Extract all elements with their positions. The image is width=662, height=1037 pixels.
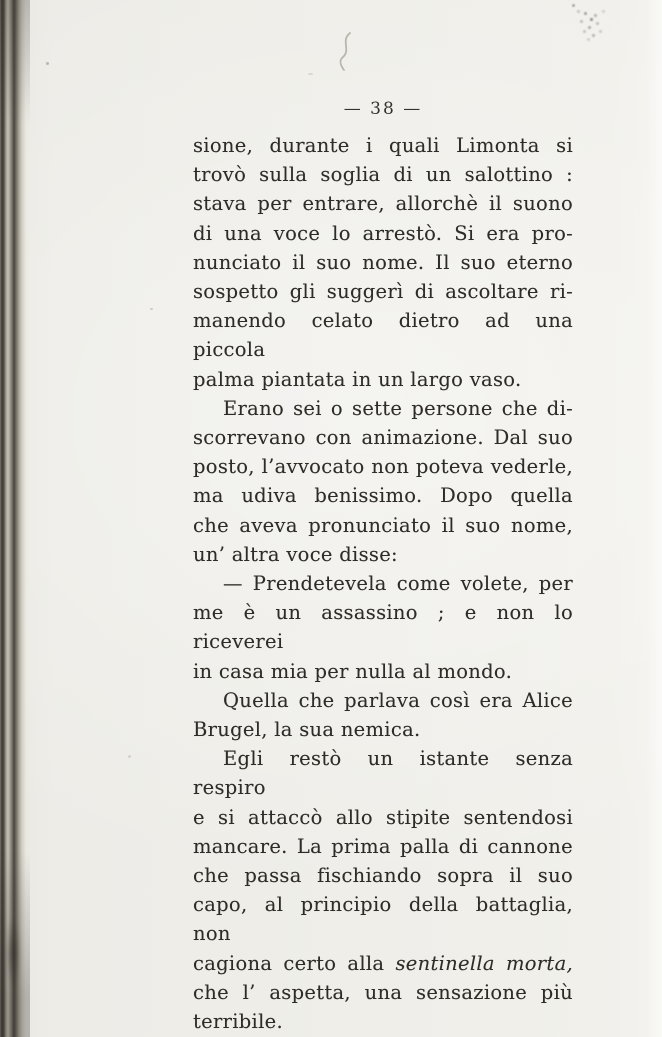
text-line: Egli restò un istante senza respiro — [193, 747, 573, 800]
text-line: in casa mia per nulla al mondo. — [193, 659, 513, 683]
page-number: — 38 — — [343, 99, 423, 119]
text-line: stava per entrare, allorchè il suono — [193, 192, 573, 216]
text-line: cagiona certo alla sentinella morta, — [193, 951, 573, 975]
text-line: sione, durante i quali Limonta si — [193, 134, 573, 157]
text-line: terribile. — [193, 1010, 283, 1034]
text-line: e si attaccò allo stipite sentendosi — [193, 805, 573, 829]
text-line: ma udiva benissimo. Dopo quella — [193, 484, 573, 508]
text-line: che l’ aspetta, una sensazione più — [193, 980, 573, 1004]
text-line: Erano sei o sette persone che di- — [223, 396, 573, 420]
text-line: posto, l’avvocato non poteva vederle, — [193, 455, 573, 479]
spine-dark-blotch — [6, 918, 20, 988]
text-line: manendo celato dietro ad una piccola — [193, 309, 573, 362]
text-line: che aveva pronunciato il suo nome, — [193, 513, 573, 537]
paper-speck — [128, 755, 131, 758]
text-line: scorrevano con animazione. Dal suo — [193, 426, 573, 450]
text-line: Brugel, la sua nemica. — [193, 718, 421, 742]
text-line: nunciato il suo nome. Il suo eterno — [193, 250, 573, 274]
text-line: capo, al principio della battaglia, non — [193, 893, 573, 946]
paper-speck — [150, 308, 153, 310]
text-line: che passa fischiando sopra il suo — [193, 864, 573, 888]
text-line: palma piantata in un largo vaso. — [193, 367, 522, 391]
paper-speck — [46, 62, 49, 65]
text-line: un’ altra voce disse: — [193, 542, 398, 566]
book-spine-edge — [0, 0, 30, 1037]
ink-smudge-artifact — [572, 4, 575, 7]
text-line: me è un assassino ; e non lo riceverei — [193, 601, 573, 654]
pen-squiggle-artifact — [331, 30, 357, 74]
text-block — [193, 131, 573, 1036]
text-line: mancare. La prima palla di cannone — [193, 834, 573, 858]
text-line: — Prendetevela come volete, per — [223, 572, 573, 596]
text-line: Quella che parlava così era Alice — [223, 688, 573, 712]
paper-right-edge — [646, 0, 662, 1037]
text-line: sospetto gli suggerì di ascoltare ri- — [193, 280, 573, 304]
paper-speck — [308, 73, 313, 75]
text-line: trovò sulla soglia di un salottino : — [193, 163, 573, 187]
text-line: di una voce lo arrestò. Si era pro- — [193, 221, 573, 245]
